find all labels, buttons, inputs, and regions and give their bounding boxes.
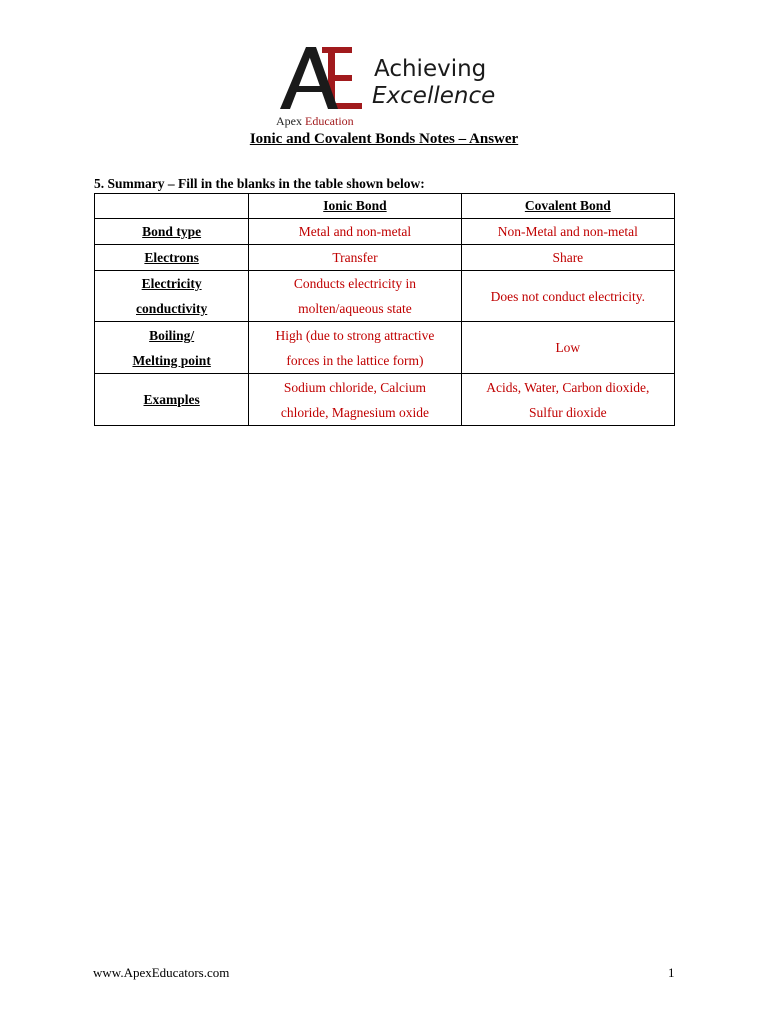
- summary-heading: 5. Summary – Fill in the blanks in the table shown below:: [94, 176, 425, 191]
- cell-line: Sulfur dioxide: [529, 404, 607, 420]
- cell-ionic-bond-type: Metal and non-metal: [249, 219, 461, 245]
- bonds-summary-table: [94, 193, 675, 426]
- cell-ionic-electrons: Transfer: [249, 245, 461, 271]
- page-title: Ionic and Covalent Bonds Notes – Answer: [249, 131, 519, 147]
- cell-covalent-examples: [461, 374, 674, 426]
- cell-line: chloride, Magnesium oxide: [280, 404, 429, 420]
- cell-covalent-bond-type: Non-Metal and non-metal: [461, 219, 674, 245]
- logo-sub-apex: Apex: [276, 114, 302, 128]
- cell-line: Acids, Water, Carbon dioxide,: [486, 379, 650, 395]
- row-label-boiling-melting-point: [95, 322, 249, 374]
- row-label-line: Electricity: [141, 276, 202, 291]
- cell-covalent-conductivity: Does not conduct electricity.: [461, 271, 674, 322]
- cell-ionic-examples: [249, 374, 461, 426]
- header-covalent-bond: Covalent Bond: [461, 194, 674, 219]
- footer-website: www.ApexEducators.com: [93, 965, 230, 980]
- row-label-electrons: Electrons: [95, 245, 249, 271]
- ae-logo-mark: [276, 44, 372, 114]
- row-label-line: Melting point: [132, 352, 211, 368]
- footer-page-number: 1: [668, 965, 675, 980]
- row-label-examples: Examples: [95, 374, 249, 426]
- row-label-electricity-conductivity: [95, 271, 249, 322]
- cell-ionic-conductivity: [249, 271, 461, 322]
- cell-covalent-electrons: Share: [461, 245, 674, 271]
- cell-line: Sodium chloride, Calcium: [283, 379, 426, 395]
- header-empty: [95, 194, 249, 219]
- cell-line: High (due to strong attractive: [275, 327, 435, 343]
- row-label-bond-type: Bond type: [95, 219, 249, 245]
- table-header-row: [95, 194, 675, 219]
- header-ionic-bond: Ionic Bond: [249, 194, 461, 219]
- row-label-line: conductivity: [136, 301, 208, 316]
- table-row: [95, 374, 675, 426]
- table-row: [95, 245, 675, 271]
- logo-sub-education: Education: [305, 114, 354, 128]
- cell-ionic-boiling-point: [249, 322, 461, 374]
- table-row: [95, 322, 675, 374]
- table-row: [95, 271, 675, 322]
- row-label-line: Boiling/: [149, 327, 195, 343]
- apex-education-logo: [276, 44, 506, 130]
- logo-word-achieving: Achieving: [374, 56, 487, 82]
- logo-subtitle: [276, 114, 354, 129]
- table-row: [95, 219, 675, 245]
- cell-line: molten/aqueous state: [298, 301, 412, 316]
- cell-line: forces in the lattice form): [286, 352, 424, 368]
- cell-covalent-boiling-point: Low: [461, 322, 674, 374]
- cell-line: Conducts electricity in: [293, 276, 417, 291]
- logo-word-excellence: Excellence: [372, 83, 496, 109]
